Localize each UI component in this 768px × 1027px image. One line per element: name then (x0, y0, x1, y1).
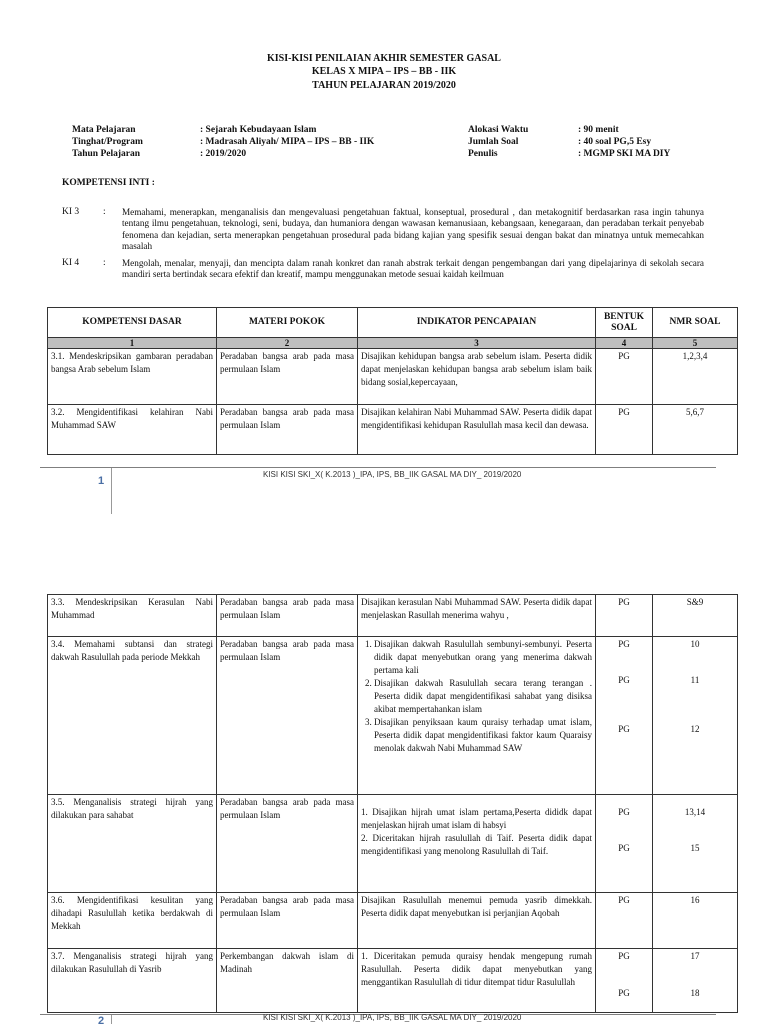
page-number: 1 (98, 475, 105, 487)
bentuk-value: PG (618, 988, 630, 998)
kd-cell: 3.5. Menganalisis strategi hijrah yang dilakukan para sahabat (48, 795, 217, 893)
table-row (48, 595, 738, 637)
jumlah-label: Jumlah Soal (468, 137, 519, 147)
ki3-colon: : (103, 207, 106, 217)
ki4-text: Mengolah, menalar, menyaji, dan mencipta dalam ranah konkret dan ranah abstrak terkait dengan pengembangan dari yang dipelajarinya di sekolah secara mandiri serta bertindak secara efektif dan kreatif, mampu menggunakan metode sesuai kaidah keilmuan (122, 258, 704, 280)
table-row (48, 637, 738, 795)
indikator-cell (358, 795, 596, 893)
column-number-row (48, 338, 738, 349)
table-row (48, 949, 738, 1013)
materi-cell: Peradaban bangsa arab pada masa permulaan Islam (217, 595, 358, 637)
ki4-colon: : (103, 258, 106, 268)
table-header-row (48, 308, 738, 338)
nomor-cell: 16 (653, 893, 738, 949)
nomor-value: 10 (690, 639, 700, 649)
tahun-value: : 2019/2020 (200, 149, 247, 159)
nomor-value: 11 (690, 675, 700, 685)
indikator-item: 1. Disajikan hijrah umat islam pertama,Peserta dididk dapat menjelaskan hijrah umat islam di habsyi (361, 807, 592, 830)
ki3-text: Memahami, menerapkan, menganalisis dan mengevaluasi pengetahuan faktual, konseptual, prosedural , dan metakognitif berdasarkan rasa ingin tahunya tentang ilmu pengetahuan, teknologi, seni, budaya, dan humaniora dengan wawasan kemanusiaan, kebangsaan, kenegaraan, dan peradaban terkait penyebab fenomena dan kejadian, serta menerapkan pengetahuan prosedural pada bidang kajian yang spesifik sesuai dengan bakat dan minatnya untuk memecahkan masalah (122, 207, 704, 252)
nomor-value: 15 (690, 843, 700, 853)
indikator-cell (358, 637, 596, 795)
materi-cell: Peradaban bangsa arab pada masa permulaan Islam (217, 795, 358, 893)
bentuk-value: PG (618, 843, 630, 853)
header-kompetensi-dasar: KOMPETENSI DASAR (48, 308, 217, 338)
indikator-cell: Disajikan Rasulullah menemui pemuda yasrib dimekkah. Peserta didik dapat menyebutkan isi perjanjian Aqobah (358, 893, 596, 949)
kd-cell: 3.4. Memahami subtansi dan strategi dakwah Rasulullah pada periode Mekkah (48, 637, 217, 795)
col-number: 4 (596, 338, 653, 349)
footer-text: KISI KISI SKI_X( K.2013 )_IPA, IPS, BB_IIK GASAL MA DIY_ 2019/2020 (263, 1013, 522, 1022)
bentuk-cell: PG (596, 893, 653, 949)
ki-heading: KOMPETENSI INTI : (62, 178, 155, 188)
kd-cell: 3.1. Mendeskripsikan gambaran peradaban bangsa Arab sebelum Islam (48, 349, 217, 405)
nomor-value: 17 (690, 951, 700, 961)
bentuk-value: PG (618, 807, 630, 817)
doc-title: KISI-KISI PENILAIAN AKHIR SEMESTER GASAL (267, 53, 501, 64)
indikator-item: 2. Disajikan dakwah Rasulullah secara terang terangan . Peserta didik dapat mengidentifikasi sahabat yang disiksa akibat mempertahankan islam (374, 677, 592, 716)
ki3-label: KI 3 (62, 207, 80, 217)
nomor-value: 13,14 (684, 807, 706, 817)
bentuk-value: PG (618, 675, 630, 685)
kd-cell: 3.2. Mengidentifikasi kelahiran Nabi Muhammad SAW (48, 405, 217, 455)
footer-separator (111, 1015, 112, 1024)
col-number: 3 (358, 338, 596, 349)
nomor-cell: 1,2,3,4 (653, 349, 738, 405)
indikator-cell: Disajikan kehidupan bangsa arab sebelum islam. Peserta didik dapat menjelaskan kehidupan bangsa arab sebelum islam baik bidang sosial,kepercayaan, (358, 349, 596, 405)
materi-cell: Peradaban bangsa arab pada masa permulaan Islam (217, 637, 358, 795)
bentuk-value: PG (618, 951, 630, 961)
materi-cell: Peradaban bangsa arab pada masa permulaan Islam (217, 349, 358, 405)
footer-separator (111, 468, 112, 514)
penulis-label: Penulis (468, 149, 498, 159)
indikator-cell: 1. Diceritakan pemuda quraisy hendak mengepung rumah Rasulullah. Peserta didik dapat menyebutkan yang menggantikan Rasulullah di tidur ditempat tidur Rasulullah (358, 949, 596, 1013)
header-materi-pokok: MATERI POKOK (217, 308, 358, 338)
doc-subtitle-year: TAHUN PELAJARAN 2019/2020 (312, 80, 456, 91)
footer-text: KISI KISI SKI_X( K.2013 )_IPA, IPS, BB_IIK GASAL MA DIY_ 2019/2020 (263, 470, 522, 479)
header-bentuk-soal: BENTUK SOAL (596, 308, 653, 338)
nomor-value: 12 (690, 724, 700, 734)
doc-subtitle-class: KELAS X MIPA – IPS – BB - IIK (311, 66, 457, 77)
nomor-value: 18 (690, 988, 700, 998)
bentuk-cell: PG (596, 405, 653, 455)
bentuk-cell (596, 795, 653, 893)
penulis-value: : MGMP SKI MA DIY (578, 149, 671, 159)
alokasi-value: : 90 menit (578, 125, 619, 135)
tahun-label: Tahun Pelajaran (72, 149, 141, 159)
indikator-item: 3. Disajikan penyiksaan kaum quraisy terhadap umat islam, Peserta didik dapat mengidentifikasi faktor kaum Quaraisy menolak dakwah Nabi Muhammad SAW (374, 716, 592, 755)
header-indikator: INDIKATOR PENCAPAIAN (358, 308, 596, 338)
indikator-item: 2. Diceritakan hijrah rasulullah di Taif. Peserta didik dapat mengidentifikasi yang menolong Rasulullah di Taif. (361, 833, 592, 856)
nomor-cell (653, 637, 738, 795)
page-number: 2 (98, 1015, 105, 1027)
indikator-cell: Disajikan kelahiran Nabi Muhammad SAW. Peserta didik dapat mengidentifikasi kehidupan Rasulullah masa kecil dan dewasa. (358, 405, 596, 455)
nomor-cell: S&9 (653, 595, 738, 637)
col-number: 5 (653, 338, 738, 349)
materi-cell: Perkembangan dakwah islam di Madinah (217, 949, 358, 1013)
footer-divider (40, 467, 716, 468)
table-row (48, 349, 738, 405)
kd-table-page2 (47, 594, 738, 1013)
materi-cell: Peradaban bangsa arab pada masa permulaan Islam (217, 893, 358, 949)
bentuk-cell: PG (596, 349, 653, 405)
bentuk-cell (596, 949, 653, 1013)
col-number: 2 (217, 338, 358, 349)
indikator-item: 1. Disajikan dakwah Rasulullah sembunyi-sembunyi. Peserta didik dapat menyebutkan orang yang menerima dakwah pertama kali (374, 638, 592, 677)
header-nmr-soal: NMR SOAL (653, 308, 738, 338)
ki4-label: KI 4 (62, 258, 80, 268)
alokasi-label: Alokasi Waktu (468, 125, 529, 135)
mapel-label: Mata Pelajaran (72, 125, 136, 135)
bentuk-cell (596, 637, 653, 795)
indikator-cell: Disajikan kerasulan Nabi Muhammad SAW. Peserta didik dapat menjelaskan Rasullah menerima wahyu , (358, 595, 596, 637)
col-number: 1 (48, 338, 217, 349)
table-row (48, 893, 738, 949)
kd-table-page1 (47, 307, 738, 455)
bentuk-value: PG (618, 724, 630, 734)
nomor-cell (653, 795, 738, 893)
jumlah-value: : 40 soal PG,5 Esy (578, 137, 652, 147)
kd-cell: 3.7. Menganalisis strategi hijrah yang dilakukan Rasulullah di Yasrib (48, 949, 217, 1013)
nomor-cell: 5,6,7 (653, 405, 738, 455)
bentuk-cell: PG (596, 595, 653, 637)
table-row (48, 405, 738, 455)
table-row (48, 795, 738, 893)
tingkat-value: : Madrasah Aliyah/ MIPA – IPS – BB - IIK (200, 137, 375, 147)
kd-cell: 3.3. Mendeskripsikan Kerasulan Nabi Muhammad (48, 595, 217, 637)
nomor-cell (653, 949, 738, 1013)
bentuk-value: PG (618, 639, 630, 649)
mapel-value: : Sejarah Kebudayaan Islam (200, 125, 317, 135)
kd-cell: 3.6. Mengidentifikasi kesulitan yang dihadapi Rasulullah ketika berdakwah di Mekkah (48, 893, 217, 949)
tingkat-label: Tinghat/Program (72, 137, 143, 147)
materi-cell: Peradaban bangsa arab pada masa permulaan Islam (217, 405, 358, 455)
